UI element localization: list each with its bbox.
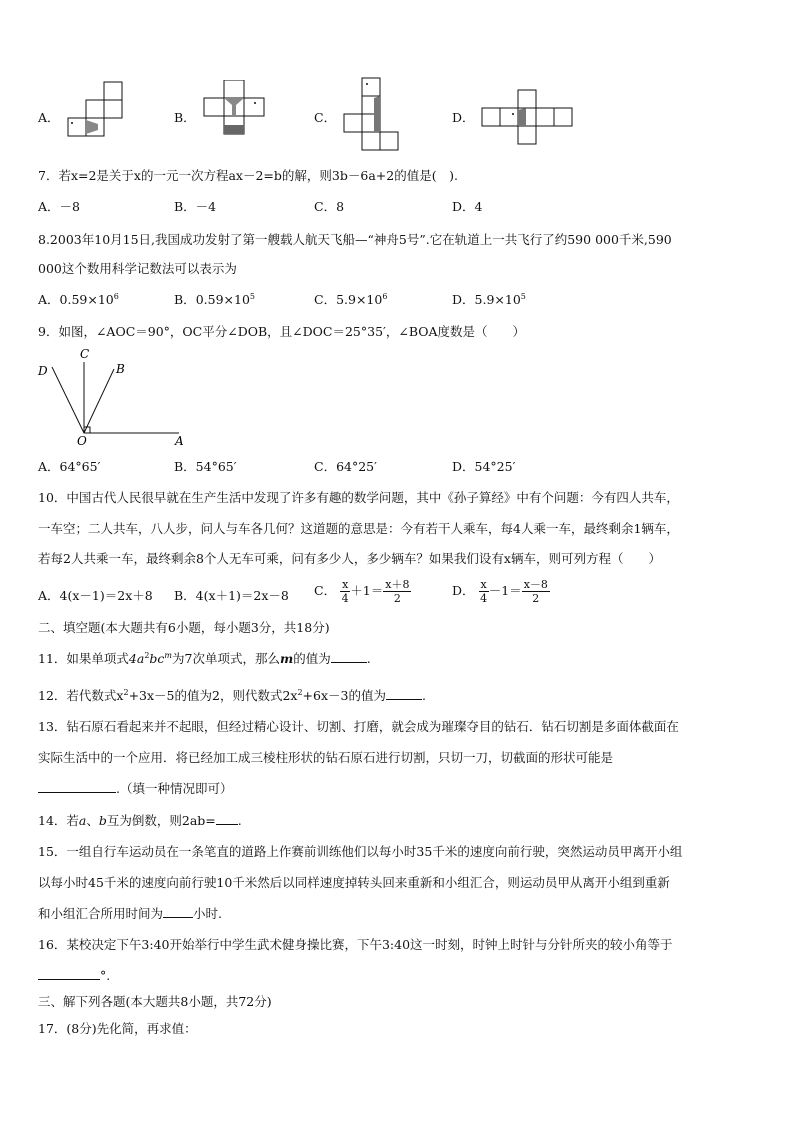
q10-option-a: A．4(x－1)＝2x＋8 — [38, 588, 153, 603]
q8-option-b: B．$0.59\times 10^5$ — [174, 291, 255, 307]
q8-stem-line2: 000这个数用科学记数法可以表示为 — [38, 261, 237, 276]
q9-label-d: D — [38, 364, 48, 378]
q10-option-b: B．4(x＋1)＝2x－8 — [174, 588, 289, 603]
q9-option-c: C．64°25′ — [314, 459, 377, 474]
q8-option-a: A．$0.59\times 10^6$ — [38, 291, 119, 307]
q15-line2: 以每小时45千米的速度向前行驶10千米然后以同样速度掉转头回来重新和小组汇合，则运动员甲从离开小组到重新 — [38, 875, 670, 890]
q17-stem: 17．(8分)先化简，再求值： — [38, 1021, 197, 1036]
q12-answer-blank — [386, 699, 422, 700]
q7-option-d: D．4 — [452, 199, 483, 214]
q9-label-b: B — [116, 362, 125, 376]
q10-option-d: D． $\frac{x}{4}$ －1＝ $\frac{x-8}{2}$ — [452, 578, 548, 605]
q9-label-o: O — [77, 434, 87, 448]
q9-label-a: A — [175, 434, 184, 448]
q15-line3: 和小组汇合所用时间为 小时. — [38, 906, 222, 921]
q6-net-a — [64, 80, 128, 144]
q15-answer-blank — [163, 917, 193, 918]
section2-heading: 二、填空题(本大题共有6小题，每小题3分，共18分) — [38, 620, 330, 635]
section3-heading: 三、解下列各题(本大题共8小题，共72分) — [38, 994, 272, 1009]
q10-c-fraction-left: $\frac{x}{4}$ — [341, 578, 349, 605]
q10-line2: 一车空；二人共车，八人步，问人与车各几何？这道题的意思是：今有若干人乘车，每4人乘一车，最终剩余1辆车， — [38, 521, 679, 536]
q12-stem: 12．若代数式$x^2+3x-5$的值为2，则代数式$2x^2+6x-3$的值为 . — [38, 687, 426, 703]
q10-d-fraction-right: $\frac{x-8}{2}$ — [523, 578, 548, 605]
q15-line1: 15．一组自行车运动员在一条笔直的道路上作赛前训练他们以每小时35千米的速度向前行驶，突然运动员甲离开小组 — [38, 844, 683, 859]
q11-answer-blank — [331, 662, 367, 663]
q6-net-c — [340, 76, 404, 156]
q10-option-c: C． $\frac{x}{4}$ ＋1＝ $\frac{x+8}{2}$ — [314, 578, 410, 605]
q13-answer-blank — [38, 792, 116, 793]
q7-option-a: A．－8 — [38, 199, 80, 214]
q9-option-d: D．54°25′ — [452, 459, 516, 474]
q9-angle-figure — [34, 345, 194, 450]
q7-option-b: B．－4 — [174, 199, 217, 214]
q16-line1: 16．某校决定下午3:40开始举行中学生武术健身操比赛，下午3:40这一时刻，时钟上时针与分针所夹的较小角等于 — [38, 937, 673, 952]
q10-c-fraction-right: $\frac{x+8}{2}$ — [385, 578, 410, 605]
q8-stem-line1: 8.2003年10月15日,我国成功发射了第一艘载人航天飞船—“神舟5号”.它在轨道上一共飞行了约590 000千米,590 — [38, 232, 672, 247]
q14-answer-blank — [216, 824, 238, 825]
q6-option-b-label: B． — [174, 110, 196, 125]
q13-line3: .（填一种情况即可） — [38, 781, 232, 797]
q14-stem: 14．若a、b互为倒数，则2ab= . — [38, 813, 242, 828]
q9-label-c: C — [80, 347, 90, 361]
q6-net-d — [478, 86, 582, 148]
q10-line1: 10．中国古代人民很早就在生产生活中发现了许多有趣的数学问题，其中《孙子算经》中有个问题：今有四人共车， — [38, 490, 679, 505]
q13-line1: 13．钻石原石看起来并不起眼，但经过精心设计、切割、打磨，就会成为璀璨夺目的钻石．钻石切割是多面体截面在 — [38, 719, 679, 734]
q13-line2: 实际生活中的一个应用．将已经加工成三棱柱形状的钻石原石进行切割，只切一刀，切截面的形状可能是 — [38, 750, 614, 765]
q10-line3: 若每2人共乘一车，最终剩余8个人无车可乘，问有多少人，多少辆车？如果我们设有x辆车，则可列方程（ ） — [38, 551, 661, 566]
q16-line2: °. — [38, 968, 110, 984]
q6-option-a-label: A． — [38, 110, 60, 125]
q6-option-c-label: C． — [314, 110, 337, 125]
q11-stem: 11．如果单项式$4a^2bc^m$为7次单项式，那么m的值为 . — [38, 650, 371, 666]
q7-stem: 7．若x=2是关于x的一元一次方程ax－2=b的解，则3b－6a+2的值是( ). — [38, 168, 458, 183]
q6-option-d-label: D． — [452, 110, 475, 125]
q6-net-b — [200, 80, 272, 144]
q16-answer-blank — [38, 979, 100, 980]
q10-d-fraction-left: $\frac{x}{4}$ — [480, 578, 488, 605]
q9-option-b: B．54°65′ — [174, 459, 237, 474]
q8-option-c: C．$5.9\times 10^6$ — [314, 291, 388, 307]
q7-option-c: C．8 — [314, 199, 345, 214]
q9-stem: 9．如图，∠AOC＝90°，OC平分∠DOB，且∠DOC＝25°35′，∠BOA度数是（ ） — [38, 324, 526, 339]
q9-option-a: A．64°65′ — [38, 459, 101, 474]
q8-option-d: D．$5.9\times 10^5$ — [452, 291, 526, 307]
